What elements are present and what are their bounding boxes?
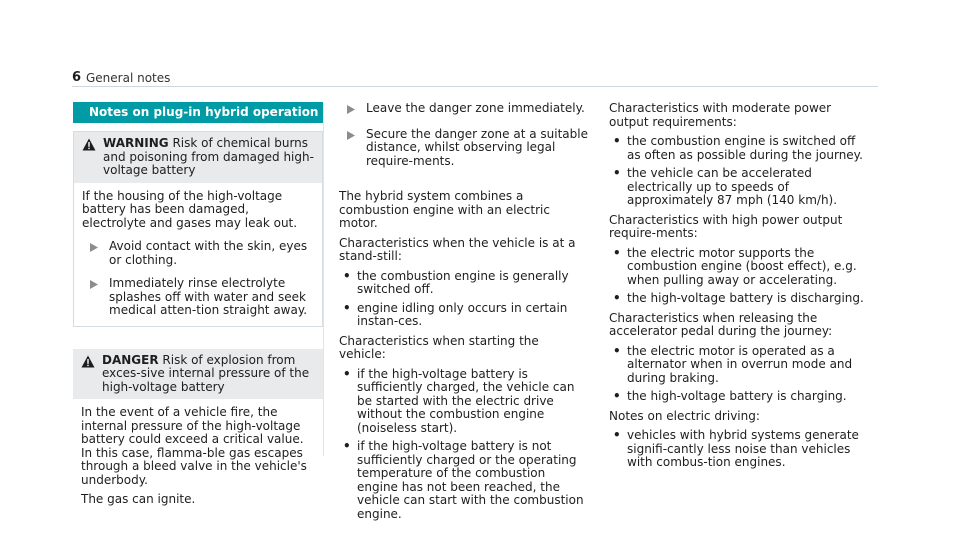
danger-triangle-icon [81, 354, 97, 395]
arrow-right-icon [339, 102, 361, 118]
warning-header [74, 132, 322, 183]
arrow-right-icon [82, 240, 104, 267]
high-list [609, 247, 869, 306]
list-item: • the high-voltage battery is charging. [613, 389, 847, 403]
danger-step-text: Leave the danger zone immediately. [366, 101, 585, 115]
danger-header [73, 349, 323, 400]
list-item: • the electric motor supports the combustion engine (boost effect), e.g. when pulling away or accelerating. [613, 245, 857, 287]
danger-step-text: Secure the danger zone at a suitable distance, whilst observing legal require-ments. [366, 126, 588, 168]
danger-text: Risk of explosion from exces-sive internal pressure of the high-voltage battery [102, 352, 310, 394]
arrow-right-icon [82, 277, 104, 318]
column-divider [323, 103, 324, 456]
standstill-list [339, 270, 589, 329]
warning-text: Risk of chemical burns and poisoning from damaged high-voltage battery [103, 136, 314, 177]
warning-step-text: Immediately rinse electrolyte splashes off with water and seek medical atten-tion straight away. [109, 276, 308, 317]
list-item: • the vehicle can be accelerated electrically up to speeds of approximately 87 mph (140 km/h). [613, 166, 838, 207]
danger-body-text-2: The gas can ignite. [81, 492, 196, 506]
column-2 [339, 102, 589, 527]
intro-paragraph: The hybrid system combines a combustion engine with an electric motor. [339, 189, 550, 230]
warning-label: WARNING [103, 136, 169, 150]
list-item: • if the high-voltage battery is sufficiently charged, the vehicle can be started with the electric drive without the combustion engine (noiseless start). [343, 366, 575, 435]
header-divider [72, 86, 878, 87]
danger-step [339, 128, 589, 169]
list-item: • the combustion engine is switched off as often as possible during the journey. [613, 134, 863, 162]
arrow-right-icon [339, 128, 361, 169]
list-item: • the electric motor is operated as a alternator when in overrun mode and during braking. [613, 343, 853, 385]
list-item: • if the high-voltage battery is not sufficiently charged or the operating temperature of the combustion engine has not been reached, the vehicle can start with the combustion engine. [343, 439, 584, 521]
warning-box [73, 131, 323, 327]
danger-label: DANGER [102, 352, 159, 367]
list-item: • engine idling only occurs in certain instan-ces. [343, 300, 568, 328]
danger-body [73, 399, 323, 521]
danger-body-text: In the event of a vehicle fire, the internal pressure of the high-voltage battery could exceed a critical value. In this case, flamma-ble gas escapes through a bleed valve in the vehicle's underbody. [81, 405, 307, 487]
warning-step [82, 240, 314, 267]
warning-triangle-icon [82, 137, 98, 178]
header-section-title: General notes [86, 71, 171, 85]
list-item: • the high-voltage battery is discharging. [613, 291, 864, 305]
list-item: • the combustion engine is generally switched off. [343, 268, 569, 296]
starting-list [339, 368, 589, 522]
standstill-heading: Characteristics when the vehicle is at a stand-still: [339, 235, 576, 263]
moderate-list [609, 135, 869, 208]
column-3 [609, 102, 869, 476]
warning-body [74, 183, 322, 326]
danger-box [73, 349, 323, 521]
warning-step [82, 277, 314, 318]
starting-heading: Characteristics when starting the vehicle: [339, 333, 539, 361]
moderate-heading: Characteristics with moderate power output requirements: [609, 101, 832, 129]
high-heading: Characteristics with high power output require-ments: [609, 212, 843, 240]
section-title: Notes on plug-in hybrid operation [73, 102, 323, 123]
page-number: 6 [72, 70, 82, 85]
warning-body-text: If the housing of the high-voltage battery has been damaged, electrolyte and gases may leak out. [82, 188, 298, 230]
notes-heading: Notes on electric driving: [609, 408, 760, 423]
notes-list [609, 429, 869, 470]
release-list [609, 345, 869, 404]
danger-step [339, 102, 589, 118]
release-heading: Characteristics when releasing the accelerator pedal during the journey: [609, 310, 833, 338]
warning-step-text: Avoid contact with the skin, eyes or clothing. [109, 239, 308, 267]
list-item: • vehicles with hybrid systems generate signifi-cantly less noise than vehicles with combus-tion engines. [613, 428, 859, 469]
column-1 [73, 102, 323, 521]
